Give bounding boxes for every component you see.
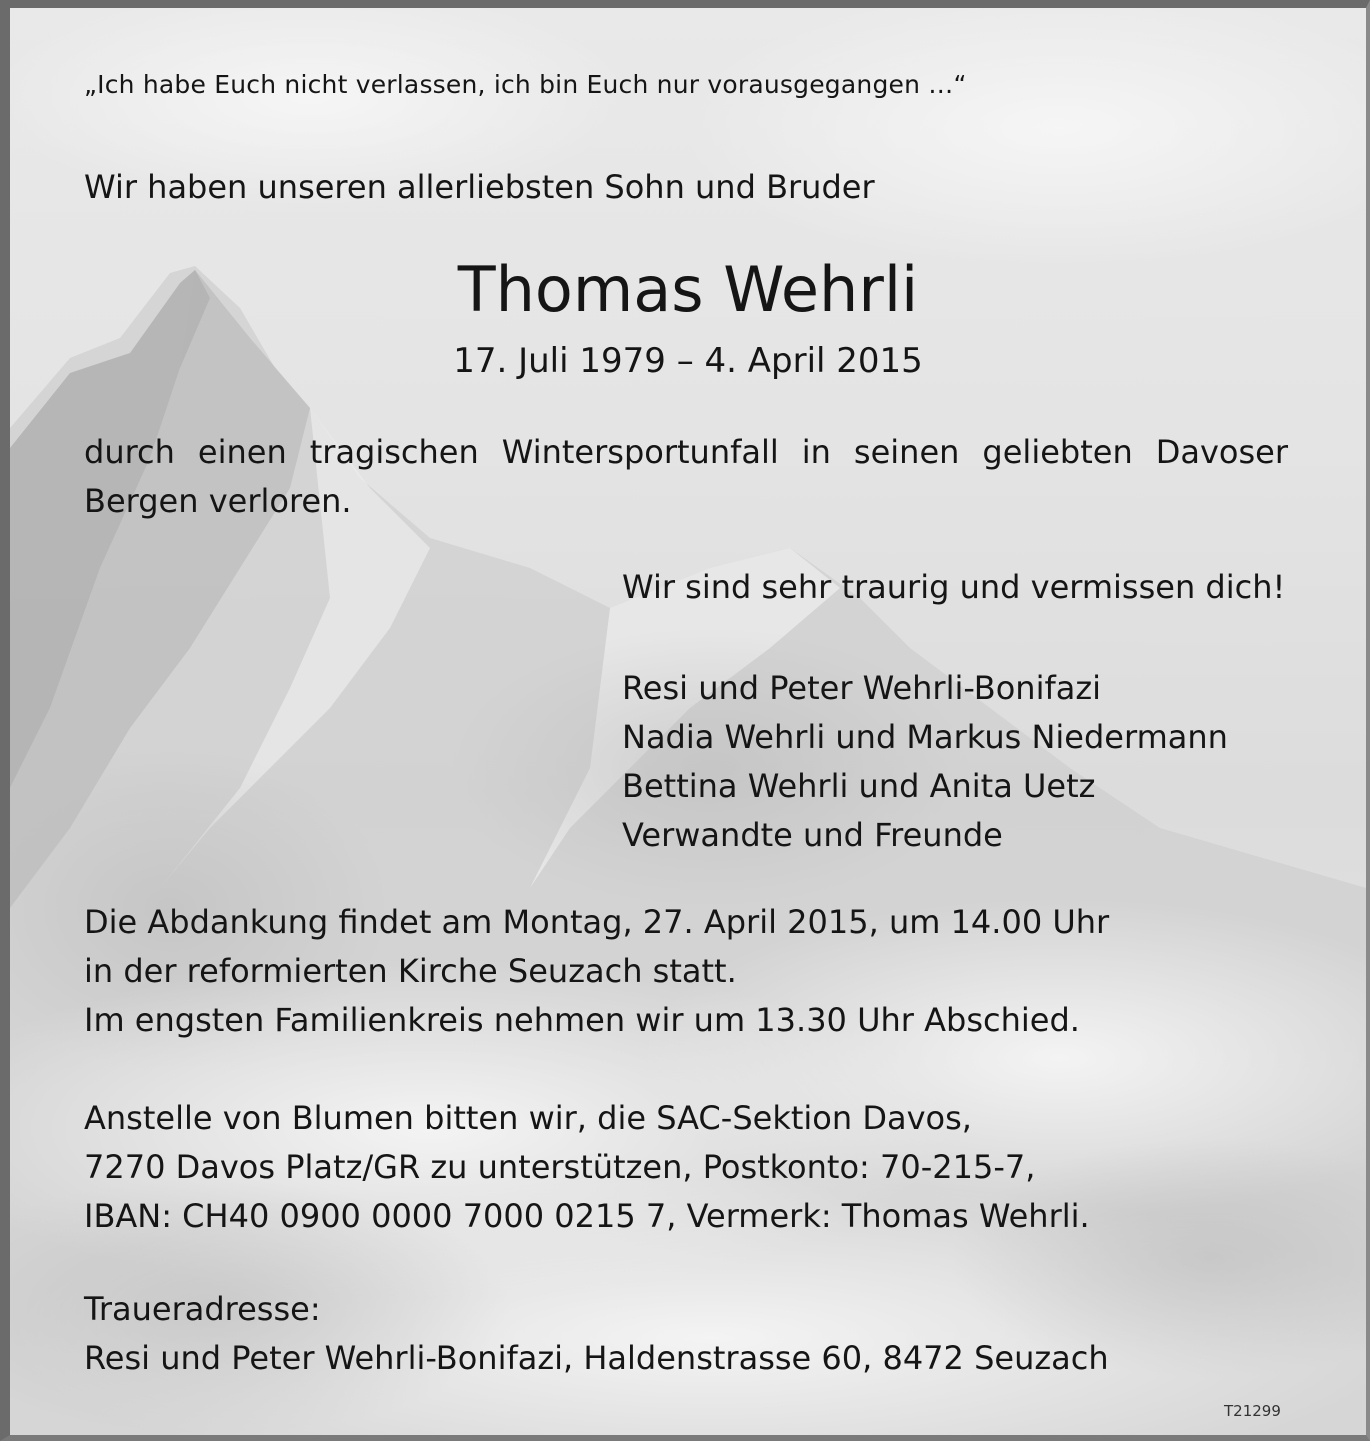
mourner-name: Resi und Peter Wehrli-Bonifazi <box>622 669 1102 707</box>
reference-code: T21299 <box>1224 1402 1281 1420</box>
donation-details <box>84 1094 1090 1241</box>
mourning-address: Resi und Peter Wehrli-Bonifazi, Haldenstrasse 60, 8472 Seuzach <box>84 1339 1109 1377</box>
ceremony-line: Im engsten Familienkreis nehmen wir um 13.30 Uhr Abschied. <box>84 1001 1080 1039</box>
mourner-name: Verwandte und Freunde <box>622 816 1003 854</box>
mourners-list <box>622 664 1228 860</box>
donation-line: IBAN: CH40 0900 0000 7000 0215 7, Vermerk: Thomas Wehrli. <box>84 1197 1090 1235</box>
donation-line: 7270 Davos Platz/GR zu unterstützen, Postkonto: 70-215-7, <box>84 1148 1036 1186</box>
circumstance-paragraph: durch einen tragischen Wintersportunfall in seinen geliebten Davoser Bergen verloren. <box>84 433 1288 520</box>
ceremony-line: Die Abdankung findet am Montag, 27. April 2015, um 14.00 Uhr <box>84 903 1110 941</box>
mourner-name: Bettina Wehrli und Anita Uetz <box>622 767 1096 805</box>
life-dates: 17. Juli 1979 – 4. April 2015 <box>453 341 923 381</box>
mourning-address-label: Traueradresse: <box>84 1290 321 1328</box>
donation-line: Anstelle von Blumen bitten wir, die SAC-Sektion Davos, <box>84 1099 972 1137</box>
deceased-name: Thomas Wehrli <box>457 253 919 326</box>
opening-quote: „Ich habe Euch nicht verlassen, ich bin Euch nur vorausgegangen …“ <box>84 70 967 99</box>
ceremony-line: in der reformierten Kirche Seuzach statt. <box>84 952 737 990</box>
ceremony-details <box>84 898 1109 1045</box>
farewell-line: Wir sind sehr traurig und vermissen dich! <box>622 568 1286 606</box>
intro-line: Wir haben unseren allerliebsten Sohn und Bruder <box>84 168 875 206</box>
mourner-name: Nadia Wehrli und Markus Niedermann <box>622 718 1228 756</box>
